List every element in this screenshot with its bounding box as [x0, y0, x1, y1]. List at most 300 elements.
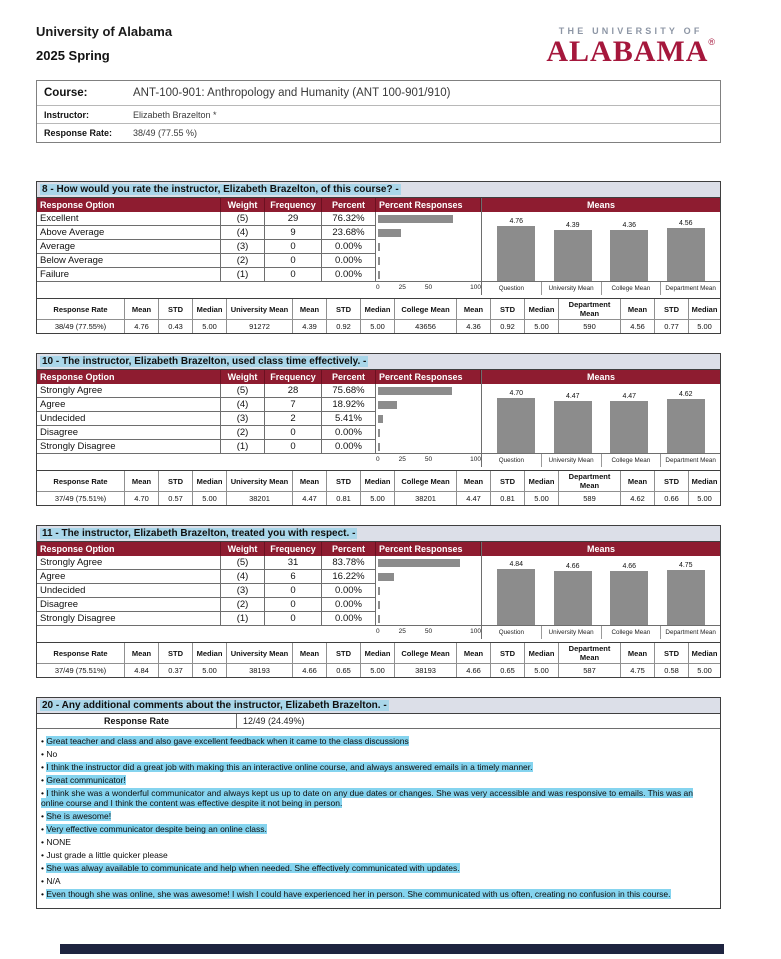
response-rate-label: Response Rate: — [44, 128, 113, 138]
option-label: Strongly Agree — [37, 556, 221, 570]
percent-axis — [376, 626, 481, 639]
footer-bar — [60, 944, 724, 954]
option-label: Strongly Agree — [37, 384, 221, 398]
stats-header-cell: Median — [361, 643, 395, 664]
comments-list — [37, 729, 720, 908]
option-weight: (2) — [221, 254, 265, 268]
percent-bar — [378, 429, 380, 437]
bullet-icon: • — [41, 811, 47, 821]
option-weight: (2) — [221, 426, 265, 440]
stats-header-cell: Mean — [125, 299, 159, 320]
stats-value-cell: 4.75 — [621, 664, 655, 677]
stats-value-cell: 4.66 — [457, 664, 491, 677]
comment-item — [41, 736, 716, 747]
stats-header-cell: Mean — [457, 643, 491, 664]
comment-item — [41, 775, 716, 786]
question-block — [36, 181, 721, 334]
stats-header-cell: College Mean — [395, 299, 457, 320]
stats-header-cell: Department Mean — [559, 471, 621, 492]
stats-header-cell: University Mean — [227, 643, 293, 664]
mean-value: 4.39 — [565, 222, 580, 229]
means-category-label: Question — [482, 282, 542, 295]
bullet-icon: • — [41, 761, 47, 772]
option-percent: 5.41% — [322, 412, 376, 426]
option-frequency: 0 — [265, 440, 322, 454]
summary-stats-table — [37, 298, 720, 333]
comments-response-rate-label: Response Rate — [37, 714, 237, 728]
comment-item — [41, 889, 716, 900]
stats-value-cell: 4.76 — [125, 320, 159, 333]
option-percent: 0.00% — [322, 440, 376, 454]
registered-trademark-icon: ® — [708, 37, 715, 47]
means-category-label: Question — [482, 626, 542, 639]
comment-item — [41, 837, 716, 848]
bullet-icon: • — [41, 787, 47, 798]
percent-bar-row — [378, 570, 481, 584]
means-category-label: University Mean — [542, 454, 602, 467]
bullet-icon: • — [41, 824, 47, 834]
mean-bar-group — [664, 556, 708, 625]
percent-responses-chart — [376, 384, 481, 454]
stats-value-cell: 0.65 — [491, 664, 525, 677]
axis-tick: 50 — [424, 456, 433, 463]
column-header-response-option: Response Option — [37, 542, 221, 556]
mean-value: 4.66 — [622, 563, 637, 570]
stats-header-cell: STD — [491, 299, 525, 320]
logo-wordmark: ALABAMA — [546, 35, 709, 68]
means-category-label: Department Mean — [665, 457, 716, 464]
option-label: Agree — [37, 398, 221, 412]
stats-value-cell: 0.81 — [327, 492, 361, 505]
mean-value: 4.62 — [678, 391, 693, 398]
bullet-icon: • — [41, 735, 47, 746]
mean-bar — [610, 571, 648, 625]
response-rate-value: 38/49 (77.55 %) — [133, 128, 198, 138]
column-header-weight: Weight — [221, 370, 265, 384]
percent-bar-row — [378, 384, 481, 398]
option-label: Below Average — [37, 254, 221, 268]
option-frequency: 28 — [265, 384, 322, 398]
option-percent: 0.00% — [322, 584, 376, 598]
axis-tick: 50 — [424, 284, 433, 291]
mean-value: 4.47 — [565, 393, 580, 400]
means-category-label: Question — [482, 454, 542, 467]
percent-axis — [376, 282, 481, 295]
course-label: Course: — [44, 87, 88, 99]
comments-title-bar — [37, 698, 720, 714]
option-frequency: 0 — [265, 584, 322, 598]
stats-header-cell: Median — [689, 299, 720, 320]
percent-bar — [378, 387, 452, 395]
stats-header-cell: Mean — [293, 643, 327, 664]
stats-value-cell: 5.00 — [525, 664, 559, 677]
option-percent: 75.68% — [322, 384, 376, 398]
mean-value: 4.66 — [565, 563, 580, 570]
comment-text: I think she was a wonderful communicator and always kept us up to date on any due dates or changes. She was very accessible and was responsive to emails. This was an online course and I think the content was effective despite it not being in person. — [41, 787, 694, 808]
course-value: ANT-100-901: Anthropology and Humanity (ANT 100-901/910) — [133, 87, 451, 99]
stats-value-cell: 0.92 — [491, 320, 525, 333]
percent-bar-row — [378, 398, 481, 412]
stats-value-cell: 590 — [559, 320, 621, 333]
stats-value-cell: 0.37 — [159, 664, 193, 677]
means-axis-labels — [482, 282, 720, 295]
stats-value-cell: 587 — [559, 664, 621, 677]
means-axis-labels — [482, 454, 720, 467]
column-header-weight: Weight — [221, 198, 265, 212]
stats-header-cell: Mean — [293, 471, 327, 492]
means-chart — [482, 556, 720, 626]
stats-value-cell: 0.57 — [159, 492, 193, 505]
stats-value-cell: 0.81 — [491, 492, 525, 505]
question-results-table — [37, 198, 720, 295]
option-weight: (1) — [221, 612, 265, 626]
stats-header-cell: Median — [689, 643, 720, 664]
column-header-percent-responses: Percent Responses — [376, 370, 481, 384]
mean-bar-group — [494, 212, 538, 281]
axis-tick: 0 — [376, 456, 380, 463]
comments-response-rate-value: 12/49 (24.49%) — [243, 716, 305, 726]
stats-value-cell: 5.00 — [689, 492, 720, 505]
instructor-label: Instructor: — [44, 109, 89, 120]
percent-bar-row — [378, 212, 481, 226]
option-frequency: 0 — [265, 268, 322, 282]
summary-stats-table — [37, 470, 720, 505]
stats-header-cell: STD — [491, 643, 525, 664]
percent-bar-row — [378, 226, 481, 240]
comment-text: No — [46, 748, 58, 759]
option-frequency: 29 — [265, 212, 322, 226]
option-label: Average — [37, 240, 221, 254]
percent-bar — [378, 559, 460, 567]
option-weight: (1) — [221, 268, 265, 282]
question-block — [36, 525, 721, 678]
stats-header-cell: STD — [655, 471, 689, 492]
percent-responses-column — [376, 198, 482, 295]
stats-value-cell: 43656 — [395, 320, 457, 333]
option-percent: 0.00% — [322, 612, 376, 626]
stats-value-cell: 0.43 — [159, 320, 193, 333]
stats-value-cell: 5.00 — [193, 320, 227, 333]
question-title-bar — [37, 354, 720, 370]
percent-bar-row — [378, 598, 481, 612]
mean-bar-group — [551, 384, 595, 453]
institution-name: University of Alabama — [36, 24, 173, 39]
mean-value: 4.76 — [509, 218, 524, 225]
option-frequency: 0 — [265, 612, 322, 626]
comment-text: Great teacher and class and also gave excellent feedback when it came to the class discussions — [46, 735, 409, 746]
option-weight: (5) — [221, 384, 265, 398]
means-chart — [482, 384, 720, 454]
stats-value-cell: 0.66 — [655, 492, 689, 505]
comment-text: Even though she was online, she was awesome! I wish I could have experienced her in person. She communicated with us often, creating no confusion in this course. — [46, 889, 671, 899]
means-axis-labels — [482, 626, 720, 639]
stats-value-cell: 5.00 — [361, 320, 395, 333]
bullet-icon: • — [41, 889, 47, 899]
mean-bar — [667, 399, 705, 453]
term-label: 2025 Spring — [36, 48, 110, 63]
instructor-value: Elizabeth Brazelton * — [133, 109, 217, 120]
column-header-weight: Weight — [221, 542, 265, 556]
comments-block — [36, 697, 721, 909]
comment-text: Just grade a little quicker please — [46, 850, 168, 860]
report-header — [36, 0, 721, 67]
column-header-means: Means — [482, 370, 720, 384]
percent-bar-row — [378, 426, 481, 440]
means-chart — [482, 212, 720, 282]
stats-header-cell: Mean — [293, 299, 327, 320]
stats-header-cell: College Mean — [395, 471, 457, 492]
logo-wordmark-row — [546, 37, 715, 67]
means-category-label: College Mean — [602, 454, 662, 467]
percent-bar — [378, 271, 380, 279]
bullet-icon: • — [41, 863, 47, 873]
option-label: Undecided — [37, 412, 221, 426]
percent-bar-row — [378, 254, 481, 268]
percent-bar — [378, 573, 394, 581]
percent-bar-row — [378, 412, 481, 426]
option-percent: 76.32% — [322, 212, 376, 226]
column-header-percent: Percent — [322, 370, 376, 384]
stats-value-cell: 5.00 — [193, 492, 227, 505]
mean-bar — [554, 230, 592, 281]
stats-value-cell: 4.66 — [293, 664, 327, 677]
comment-item — [41, 811, 716, 822]
report-content — [36, 0, 721, 909]
stats-header-cell: STD — [327, 299, 361, 320]
option-percent: 0.00% — [322, 268, 376, 282]
mean-value: 4.47 — [622, 393, 637, 400]
logo-top-text: THE UNIVERSITY OF — [558, 26, 703, 36]
stats-value-cell: 38193 — [395, 664, 457, 677]
axis-tick: 0 — [376, 628, 380, 635]
option-frequency: 6 — [265, 570, 322, 584]
means-category-label: University Mean — [542, 626, 602, 639]
means-category-label: College Mean — [602, 626, 662, 639]
option-weight: (5) — [221, 556, 265, 570]
stats-value-cell: 589 — [559, 492, 621, 505]
stats-header-cell: Median — [525, 643, 559, 664]
option-percent: 83.78% — [322, 556, 376, 570]
stats-value-cell: 38201 — [395, 492, 457, 505]
stats-header-cell: Response Rate — [37, 471, 125, 492]
question-title: 11 - The instructor, Elizabeth Brazelton, treated you with respect. - — [42, 528, 356, 539]
mean-bar-group — [607, 556, 651, 625]
stats-value-cell: 5.00 — [689, 664, 720, 677]
percent-bar — [378, 229, 401, 237]
mean-bar-group — [494, 556, 538, 625]
bullet-icon: • — [41, 837, 47, 847]
axis-tick: 100 — [470, 456, 481, 463]
mean-bar — [554, 401, 592, 453]
column-header-percent: Percent — [322, 542, 376, 556]
column-header-means: Means — [482, 542, 720, 556]
option-label: Excellent — [37, 212, 221, 226]
stats-value-cell: 38/49 (77.55%) — [37, 320, 125, 333]
mean-bar — [610, 230, 648, 281]
bullet-icon: • — [41, 748, 47, 759]
stats-header-cell: STD — [159, 643, 193, 664]
university-logo — [546, 26, 721, 67]
percent-bar — [378, 415, 383, 423]
percent-bar-row — [378, 612, 481, 626]
mean-bar — [610, 401, 648, 453]
column-header-percent-responses: Percent Responses — [376, 542, 481, 556]
stats-header-cell: Department Mean — [559, 643, 621, 664]
stats-header-cell: Mean — [621, 299, 655, 320]
comments-response-rate-row — [37, 714, 720, 729]
column-header-response-option: Response Option — [37, 198, 221, 212]
means-category-label: University Mean — [542, 282, 602, 295]
percent-bar — [378, 257, 380, 265]
question-title-bar — [37, 526, 720, 542]
percent-bar-row — [378, 584, 481, 598]
column-header-frequency: Frequency — [265, 542, 322, 556]
option-weight: (2) — [221, 598, 265, 612]
percent-bar — [378, 243, 380, 251]
stats-header-cell: STD — [491, 471, 525, 492]
option-weight: (3) — [221, 412, 265, 426]
mean-bar — [497, 569, 535, 625]
option-label: Disagree — [37, 598, 221, 612]
column-header-response-option: Response Option — [37, 370, 221, 384]
comment-item — [41, 863, 716, 874]
bullet-icon: • — [41, 876, 47, 886]
stats-value-cell: 91272 — [227, 320, 293, 333]
stats-value-cell: 5.00 — [361, 492, 395, 505]
means-column — [482, 370, 720, 467]
means-column — [482, 542, 720, 639]
mean-bar-group — [607, 212, 651, 281]
question-blocks — [36, 181, 721, 678]
stats-header-cell: Median — [361, 299, 395, 320]
comment-text: She was alway available to communicate and help when needed. She effectively communicated with updates. — [46, 863, 460, 873]
stats-header-cell: STD — [159, 299, 193, 320]
option-weight: (1) — [221, 440, 265, 454]
axis-tick: 25 — [398, 628, 406, 635]
column-header-percent-responses: Percent Responses — [376, 198, 481, 212]
means-category-label: Department Mean — [665, 285, 716, 292]
axis-tick: 25 — [398, 284, 406, 291]
comment-text: I think the instructor did a great job with making this an interactive online course, and always answered emails in a timely manner. — [46, 761, 533, 772]
axis-tick: 100 — [470, 628, 481, 635]
stats-header-cell: Median — [193, 471, 227, 492]
mean-bar — [667, 570, 705, 625]
stats-header-cell: Median — [689, 471, 720, 492]
response-options-table — [37, 542, 376, 639]
stats-header-cell: Response Rate — [37, 299, 125, 320]
stats-header-cell: STD — [327, 643, 361, 664]
option-percent: 16.22% — [322, 570, 376, 584]
stats-header-cell: STD — [655, 299, 689, 320]
mean-bar — [497, 226, 535, 281]
mean-bar-group — [664, 212, 708, 281]
option-frequency: 0 — [265, 598, 322, 612]
option-percent: 0.00% — [322, 254, 376, 268]
stats-header-cell: Mean — [457, 471, 491, 492]
stats-header-cell: Median — [193, 299, 227, 320]
stats-value-cell: 5.00 — [193, 664, 227, 677]
mean-bar — [667, 228, 705, 281]
option-frequency: 0 — [265, 254, 322, 268]
mean-value: 4.36 — [622, 222, 637, 229]
question-title-bar — [37, 182, 720, 198]
stats-header-cell: STD — [655, 643, 689, 664]
stats-header-cell: Mean — [125, 471, 159, 492]
institution-block — [36, 24, 172, 63]
percent-bar-row — [378, 440, 481, 454]
stats-value-cell: 4.56 — [621, 320, 655, 333]
mean-value: 4.84 — [509, 561, 524, 568]
mean-bar-group — [551, 212, 595, 281]
stats-header-cell: Mean — [621, 471, 655, 492]
option-weight: (3) — [221, 240, 265, 254]
means-category-label: Department Mean — [665, 629, 716, 636]
stats-value-cell: 5.00 — [689, 320, 720, 333]
option-label: Above Average — [37, 226, 221, 240]
comment-item — [41, 850, 716, 861]
stats-value-cell: 0.77 — [655, 320, 689, 333]
mean-bar-group — [664, 384, 708, 453]
axis-spacer — [37, 626, 376, 639]
stats-value-cell: 4.70 — [125, 492, 159, 505]
percent-bar — [378, 615, 380, 623]
stats-value-cell: 5.00 — [361, 664, 395, 677]
percent-responses-chart — [376, 556, 481, 626]
axis-tick: 50 — [424, 628, 433, 635]
comment-text: N/A — [46, 876, 61, 886]
option-label: Failure — [37, 268, 221, 282]
percent-bar-row — [378, 240, 481, 254]
stats-value-cell: 4.47 — [457, 492, 491, 505]
stats-header-cell: Department Mean — [559, 299, 621, 320]
question-title: 10 - The instructor, Elizabeth Brazelton, used class time effectively. - — [42, 356, 367, 367]
stats-header-cell: University Mean — [227, 471, 293, 492]
stats-header-cell: STD — [159, 471, 193, 492]
percent-responses-column — [376, 542, 482, 639]
stats-header-cell: Median — [193, 643, 227, 664]
course-row — [37, 81, 720, 106]
mean-bar-group — [607, 384, 651, 453]
stats-header-cell: Mean — [457, 299, 491, 320]
summary-stats-table — [37, 642, 720, 677]
comment-item — [41, 876, 716, 887]
option-percent: 0.00% — [322, 240, 376, 254]
stats-header-cell: Median — [525, 299, 559, 320]
percent-bar — [378, 215, 453, 223]
question-block — [36, 353, 721, 506]
comment-item — [41, 824, 716, 835]
comments-title: 20 - Any additional comments about the instructor, Elizabeth Brazelton. - — [42, 700, 387, 711]
option-frequency: 31 — [265, 556, 322, 570]
stats-value-cell: 0.58 — [655, 664, 689, 677]
option-percent: 18.92% — [322, 398, 376, 412]
option-frequency: 9 — [265, 226, 322, 240]
stats-value-cell: 0.65 — [327, 664, 361, 677]
question-results-table — [37, 370, 720, 467]
stats-value-cell: 0.92 — [327, 320, 361, 333]
percent-bar — [378, 587, 380, 595]
stats-value-cell: 4.47 — [293, 492, 327, 505]
mean-bar — [497, 398, 535, 453]
bullet-icon: • — [41, 774, 47, 785]
stats-header-cell: University Mean — [227, 299, 293, 320]
means-category-label: College Mean — [602, 282, 662, 295]
stats-value-cell: 4.39 — [293, 320, 327, 333]
comment-text: Great communicator! — [46, 774, 126, 785]
stats-header-cell: Median — [525, 471, 559, 492]
mean-bar-group — [494, 384, 538, 453]
percent-responses-column — [376, 370, 482, 467]
